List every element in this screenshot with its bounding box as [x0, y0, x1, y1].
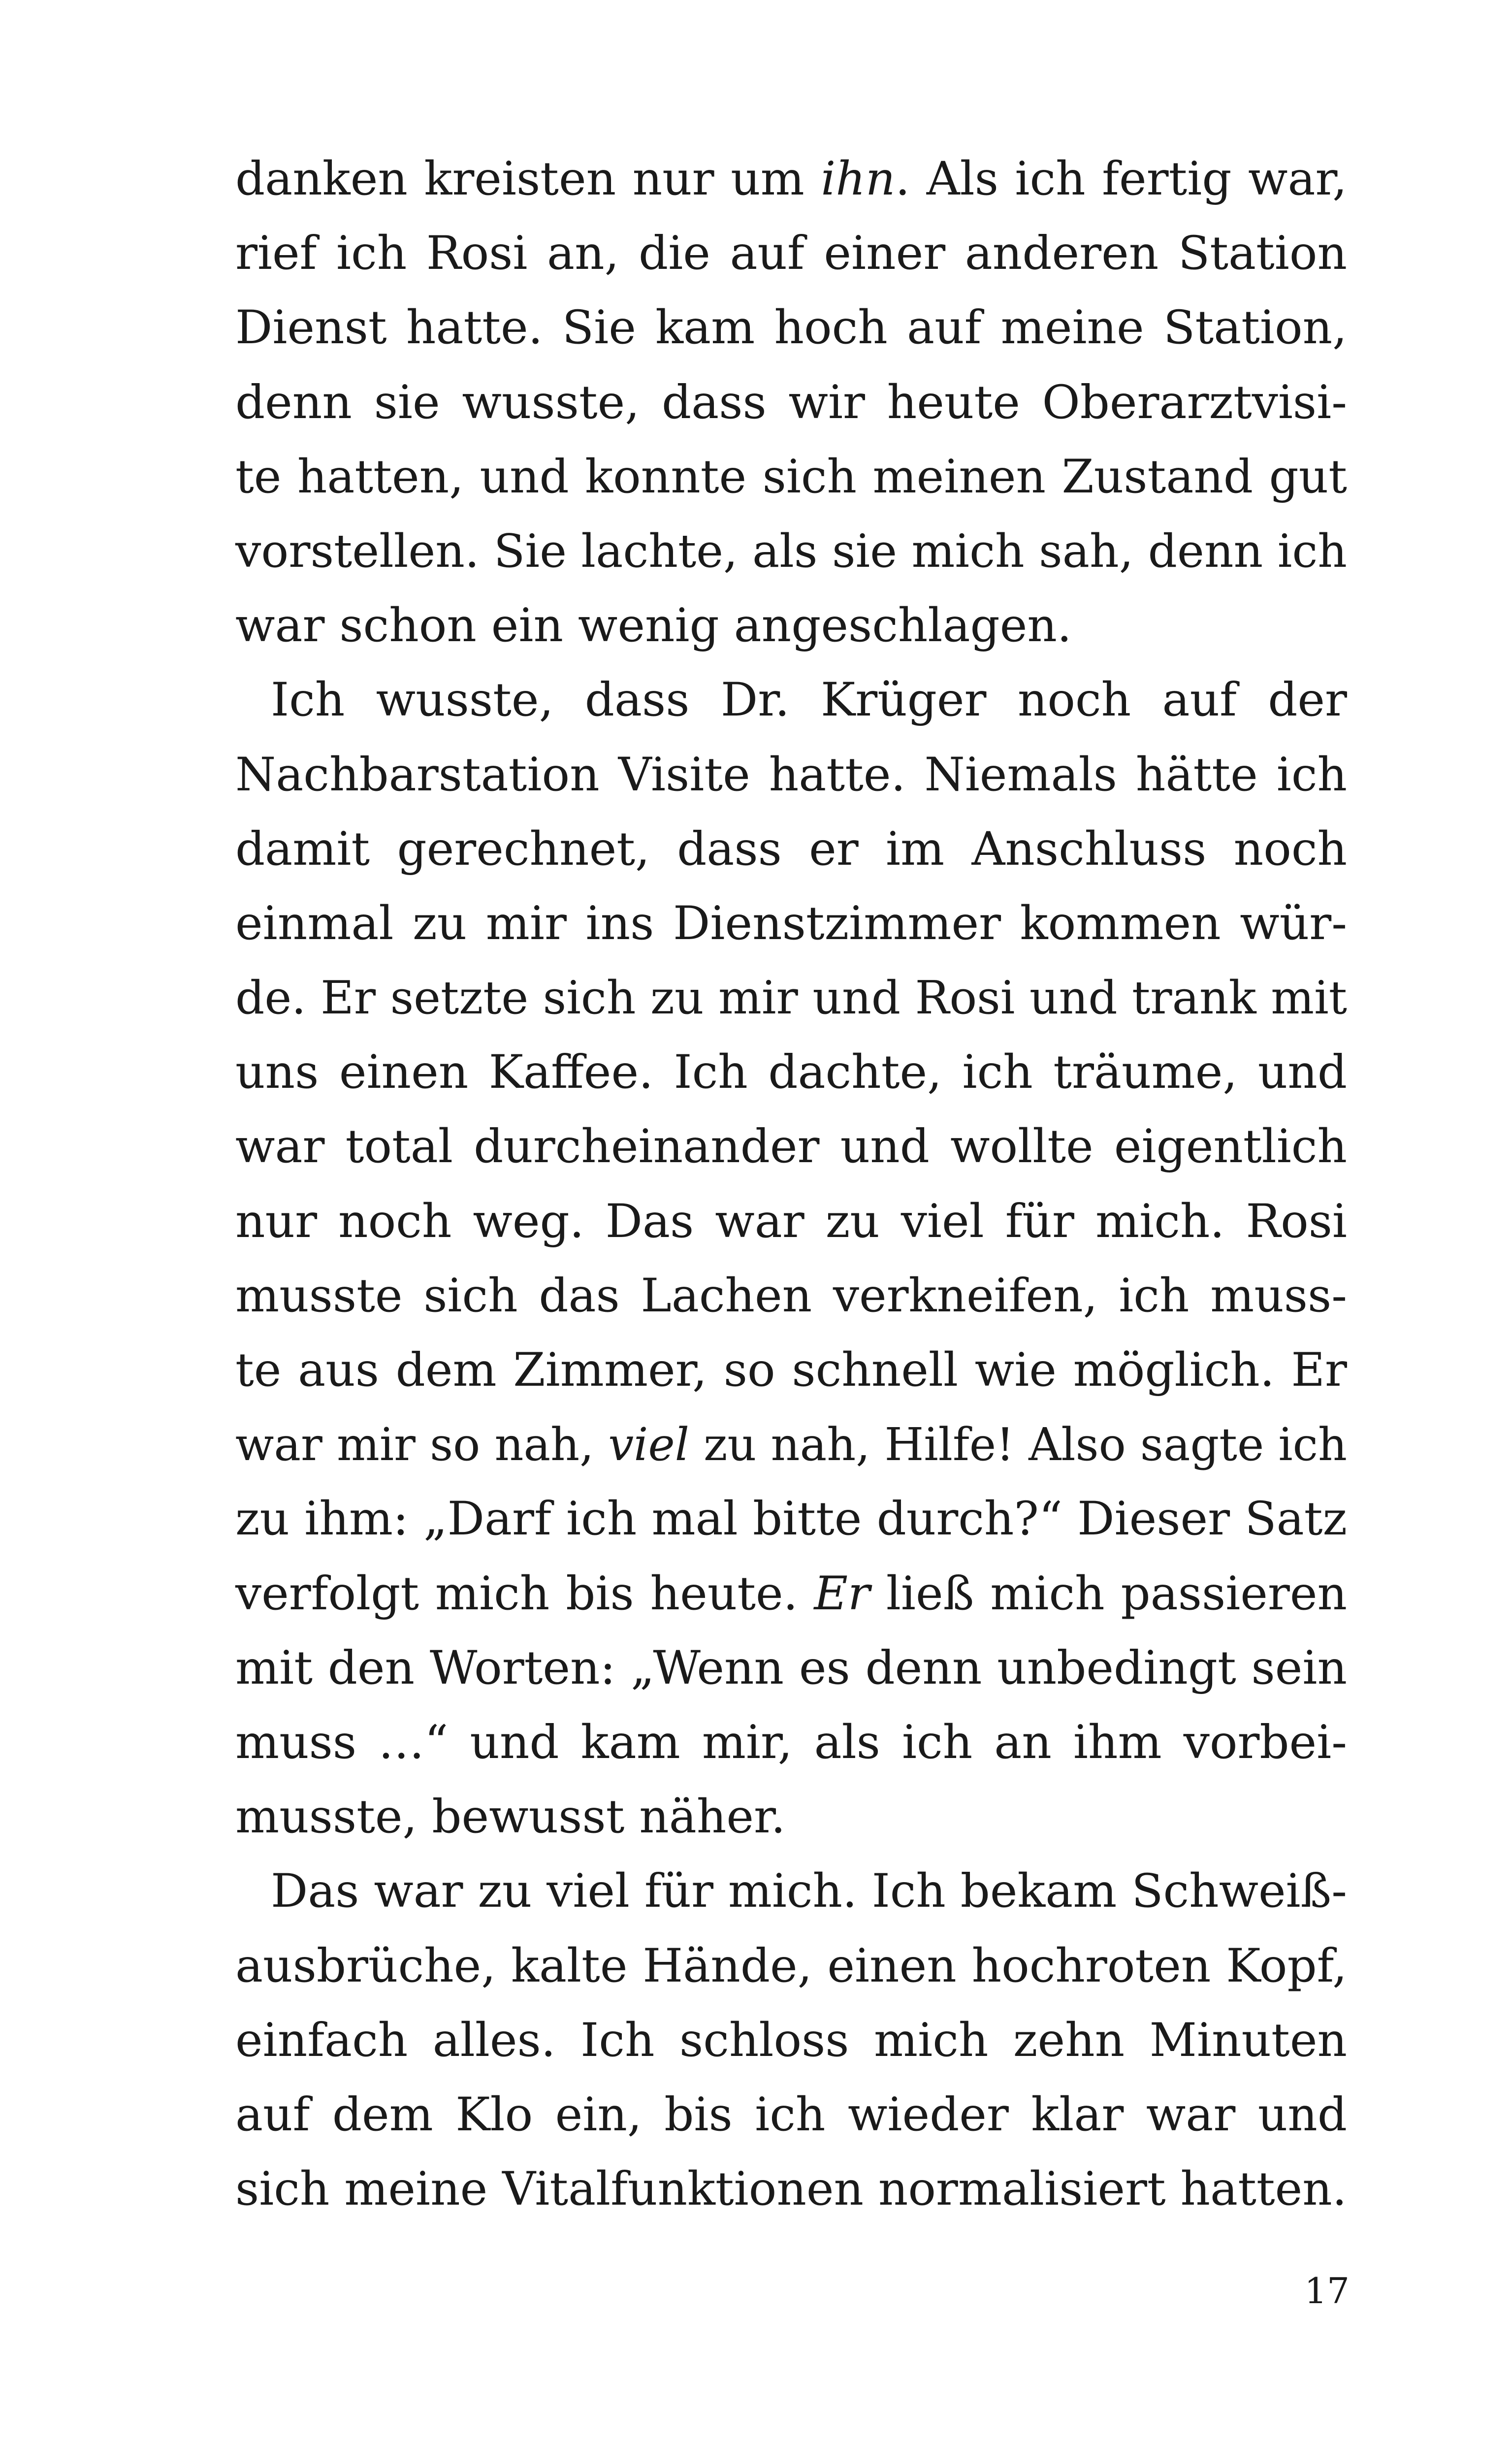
text-run: musste, bewusst näher.: [235, 1790, 786, 1844]
text-run: danken kreisten nur um: [235, 152, 821, 206]
text-line: [235, 1854, 1347, 1928]
text-line: [235, 514, 1347, 588]
text-run: te aus dem Zimmer, so schnell wie möglich. Er: [235, 1343, 1347, 1397]
text-line: [235, 588, 1347, 663]
text-run: war mir so nah,: [235, 1418, 609, 1471]
text-run: mit den Worten: „Wenn es denn unbedingt sein: [235, 1641, 1347, 1695]
text-line: [235, 291, 1347, 365]
text-line: [235, 1929, 1347, 2003]
text-line: [235, 886, 1347, 961]
text-line: [235, 1482, 1347, 1556]
text-line: [235, 738, 1347, 812]
page-number: 17: [1304, 2270, 1350, 2312]
text-line: [235, 1109, 1347, 1184]
text-run: nur noch weg. Das war zu viel für mich. Rosi: [235, 1194, 1347, 1248]
text-line: [235, 2003, 1347, 2078]
text-run: vorstellen. Sie lachte, als sie mich sah, denn ich: [235, 524, 1347, 578]
text-run: Ich wusste, dass Dr. Krüger noch auf der: [271, 673, 1347, 727]
body-text: [235, 142, 1347, 2226]
text-line: [235, 961, 1347, 1035]
text-line: [235, 1184, 1347, 1259]
text-line: [235, 365, 1347, 440]
text-run: Dienst hatte. Sie kam hoch auf meine Station,: [235, 301, 1347, 355]
text-line: [235, 216, 1347, 291]
text-line: [235, 1780, 1347, 1854]
text-run: ließ mich passieren: [869, 1566, 1347, 1621]
text-line: [235, 440, 1347, 514]
text-run: te hatten, und konnte sich meinen Zustand gut: [235, 450, 1347, 504]
text-line: [235, 1333, 1347, 1407]
text-run: einmal zu mir ins Dienstzimmer kommen wür-: [235, 896, 1347, 950]
text-line: [235, 1035, 1347, 1109]
text-run: muss …“ und kam mir, als ich an ihm vorbei-: [235, 1715, 1347, 1769]
text-line: [235, 1631, 1347, 1705]
text-run: zu nah, Hilfe! Also sagte ich: [689, 1418, 1347, 1471]
text-run: war schon ein wenig angeschlagen.: [235, 599, 1072, 653]
text-run: de. Er setzte sich zu mir und Rosi und trank mit: [235, 971, 1347, 1025]
italic-text: viel: [608, 1418, 689, 1471]
italic-text: Er: [814, 1566, 870, 1621]
text-run: . Als ich fertig war,: [895, 152, 1347, 206]
text-run: denn sie wusste, dass wir heute Oberarztvisi-: [235, 375, 1347, 429]
text-line: [235, 1705, 1347, 1780]
text-line: [235, 2152, 1347, 2226]
text-run: Nachbarstation Visite hatte. Niemals hätte ich: [235, 748, 1347, 802]
text-run: damit gerechnet, dass er im Anschluss noch: [235, 822, 1347, 876]
italic-text: ihn: [821, 152, 896, 206]
text-run: verfolgt mich bis heute.: [235, 1566, 814, 1621]
text-run: Das war zu viel für mich. Ich bekam Schweiß-: [271, 1864, 1347, 1919]
paragraph: [235, 663, 1347, 1854]
text-line: [235, 812, 1347, 886]
text-run: einfach alles. Ich schloss mich zehn Minuten: [235, 2013, 1347, 2067]
text-run: war total durcheinander und wollte eigentlich: [235, 1120, 1347, 1174]
text-line: [235, 1407, 1347, 1482]
text-line: [235, 142, 1347, 216]
text-run: uns einen Kaffee. Ich dachte, ich träume, und: [235, 1045, 1347, 1100]
text-run: ausbrüche, kalte Hände, einen hochroten Kopf,: [235, 1939, 1347, 1993]
paragraph: [235, 142, 1347, 663]
text-run: auf dem Klo ein, bis ich wieder klar war und: [235, 2087, 1347, 2142]
text-line: [235, 663, 1347, 737]
text-run: zu ihm: „Darf ich mal bitte durch?“ Dieser Satz: [235, 1492, 1347, 1546]
text-line: [235, 1557, 1347, 1631]
text-run: musste sich das Lachen verkneifen, ich muss-: [235, 1269, 1347, 1323]
text-run: rief ich Rosi an, die auf einer anderen Station: [235, 227, 1347, 281]
text-run: sich meine Vitalfunktionen normalisiert hatten.: [235, 2162, 1347, 2216]
paragraph: [235, 1854, 1347, 2226]
text-line: [235, 2078, 1347, 2152]
text-line: [235, 1259, 1347, 1333]
